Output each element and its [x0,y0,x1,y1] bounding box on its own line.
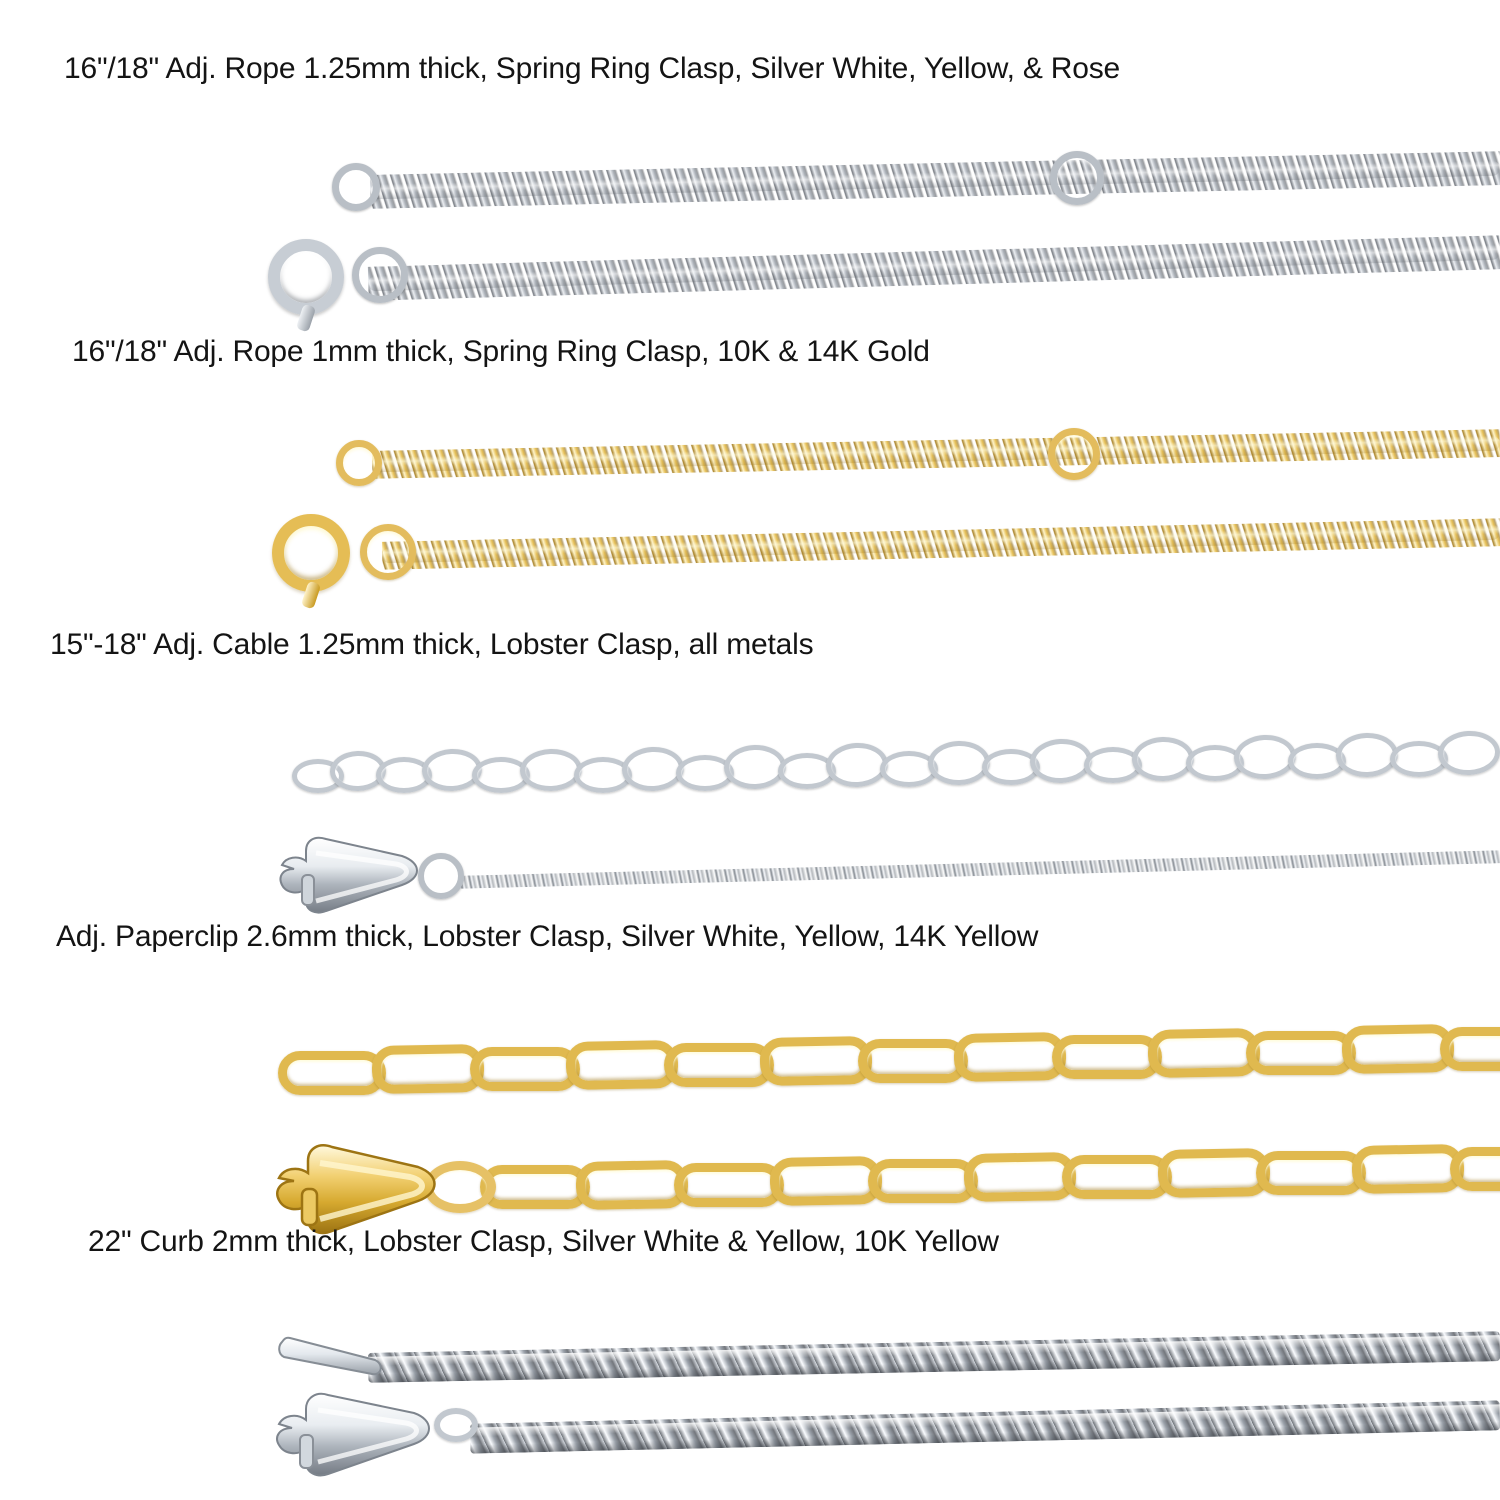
chain-entry-rope-1mm [0,335,1500,614]
rope-strand-upper [370,151,1500,209]
chain-caption-cable-1-25mm: 15"-18" Adj. Cable 1.25mm thick, Lobster Clasp, all metals [50,628,814,661]
chain-caption-curb-2mm: 22" Curb 2mm thick, Lobster Clasp, Silver White & Yellow, 10K Yellow [88,1225,999,1258]
chain-image-rope-1-25mm [0,101,1500,331]
chain-entry-rope-1-25mm [0,52,1500,331]
cable-strand [460,850,1500,888]
chain-image-curb-2mm [0,1280,1500,1480]
chain-caption-rope-1mm: 16"/18" Adj. Rope 1mm thick, Spring Ring Clasp, 10K & 14K Gold [72,335,930,368]
chain-image-rope-1mm [0,384,1500,614]
lobster-clasp [276,831,446,921]
adjustable-ring [1048,428,1100,480]
clasp-lever [301,580,321,609]
spring-ring-clasp [268,239,344,315]
spring-ring-clasp [272,514,350,592]
chain-image-paperclip-2-6mm [0,977,1500,1247]
jump-ring-end [332,163,380,211]
connector-ring [352,247,408,303]
chain-entry-cable-1-25mm [0,628,1500,921]
chain-caption-rope-1-25mm: 16"/18" Adj. Rope 1.25mm thick, Spring Ring Clasp, Silver White, Yellow, & Rose [64,52,1121,85]
connector-ring [434,1408,478,1442]
rope-strand-upper [372,429,1500,479]
chain-end-tag [276,1332,386,1388]
connector-ring [360,524,416,580]
cable-texture [460,850,1500,888]
jump-ring-end [336,440,382,486]
chain-image-cable-1-25mm [0,681,1500,921]
adjustable-ring [1050,151,1104,205]
chain-entry-paperclip-2-6mm [0,920,1500,1247]
curb-strand-lower [470,1400,1500,1453]
chain-entry-curb-2mm [0,1225,1500,1480]
clasp-lever [296,303,316,332]
rope-strand-lower [382,518,1500,569]
curb-strand-upper [368,1331,1500,1383]
chain-caption-paperclip-2-6mm: Adj. Paperclip 2.6mm thick, Lobster Clasp, Silver White, Yellow, 14K Yellow [56,920,1039,953]
rope-strand-lower [368,235,1500,301]
lobster-clasp [272,1388,462,1484]
